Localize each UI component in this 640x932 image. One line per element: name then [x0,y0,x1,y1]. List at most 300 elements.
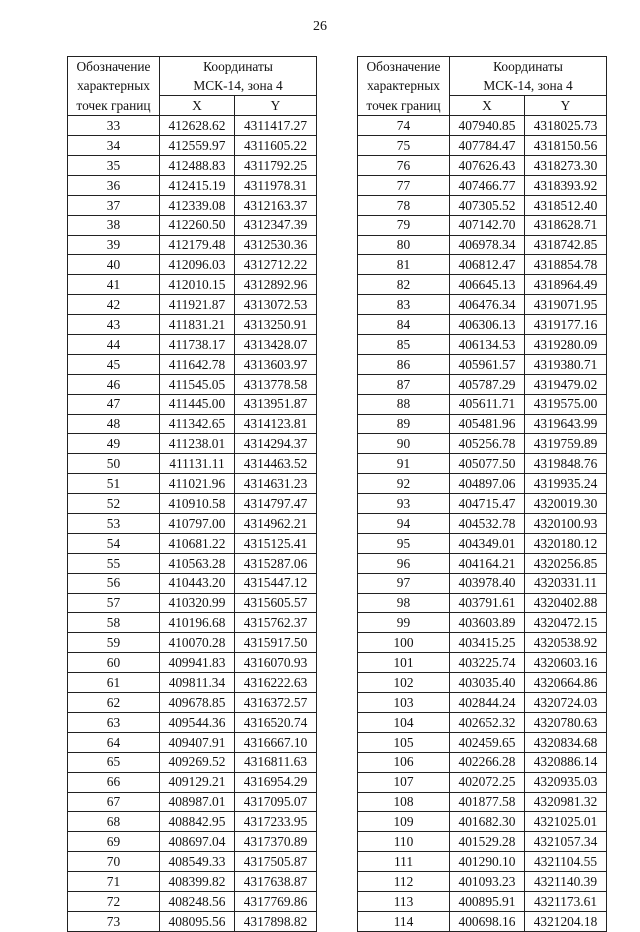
table-row [358,693,607,713]
table-row [358,832,607,852]
table-row [68,812,317,832]
y-coordinate-cell: 4314294.37 [235,434,317,454]
point-id-cell: 66 [68,772,160,792]
table-row [358,553,607,573]
x-coordinate-cell: 408987.01 [160,792,235,812]
table-row [68,891,317,911]
table-row [68,275,317,295]
table-row [68,374,317,394]
table-row [68,235,317,255]
x-coordinate-cell: 403978.40 [450,573,525,593]
table-row [68,474,317,494]
point-id-cell: 60 [68,653,160,673]
table-row [358,474,607,494]
point-id-cell: 112 [358,872,450,892]
x-coordinate-cell: 405961.57 [450,354,525,374]
y-coordinate-cell: 4316954.29 [235,772,317,792]
x-coordinate-cell: 409678.85 [160,693,235,713]
x-coordinate-cell: 407784.47 [450,136,525,156]
x-coordinate-cell: 410443.20 [160,573,235,593]
point-id-cell: 93 [358,494,450,514]
table-row [68,315,317,335]
table-row [358,454,607,474]
point-id-cell: 50 [68,454,160,474]
x-coordinate-cell: 409407.91 [160,732,235,752]
page-number: 26 [313,19,327,34]
x-coordinate-cell: 404715.47 [450,494,525,514]
y-coordinate-cell: 4319575.00 [525,394,607,414]
point-id-cell: 103 [358,693,450,713]
table-row [68,693,317,713]
table-row [68,136,317,156]
point-id-cell: 39 [68,235,160,255]
point-id-cell: 49 [68,434,160,454]
coordinates-table-right [357,56,607,932]
coordinates-header [450,57,607,96]
x-coordinate-cell: 408248.56 [160,891,235,911]
x-coordinate-cell: 406306.13 [450,315,525,335]
point-id-cell: 59 [68,633,160,653]
point-id-cell: 62 [68,693,160,713]
x-coordinate-cell: 411831.21 [160,315,235,335]
x-coordinate-cell: 403791.61 [450,593,525,613]
table-row [68,752,317,772]
y-coordinate-cell: 4313603.97 [235,354,317,374]
point-id-cell: 42 [68,295,160,315]
x-coordinate-cell: 405481.96 [450,414,525,434]
x-coordinate-cell: 406645.13 [450,275,525,295]
x-coordinate-cell: 402459.65 [450,732,525,752]
table-row [68,653,317,673]
x-coordinate-cell: 411238.01 [160,434,235,454]
y-coordinate-cell: 4314962.21 [235,514,317,534]
point-id-header-line1: Обозначение [76,59,151,74]
y-coordinate-cell: 4320472.15 [525,613,607,633]
x-coordinate-cell: 405256.78 [450,434,525,454]
table-row [358,712,607,732]
table-row [358,573,607,593]
x-coordinate-cell: 407142.70 [450,215,525,235]
y-coordinate-cell: 4320402.88 [525,593,607,613]
point-id-header-line3: точек границ [76,97,151,113]
point-id-cell: 70 [68,852,160,872]
x-coordinate-cell: 406134.53 [450,335,525,355]
point-id-cell: 34 [68,136,160,156]
y-coordinate-cell: 4321173.61 [525,891,607,911]
table-row [358,593,607,613]
y-coordinate-cell: 4317898.82 [235,911,317,931]
y-coordinate-cell: 4317370.89 [235,832,317,852]
table-row [358,275,607,295]
point-id-cell: 98 [358,593,450,613]
point-id-cell: 67 [68,792,160,812]
point-id-cell: 33 [68,116,160,136]
point-id-cell: 108 [358,792,450,812]
y-coordinate-cell: 4321204.18 [525,911,607,931]
y-coordinate-cell: 4315605.57 [235,593,317,613]
table-row [68,156,317,176]
point-id-cell: 81 [358,255,450,275]
y-coordinate-cell: 4318025.73 [525,116,607,136]
x-coordinate-cell: 403603.89 [450,613,525,633]
x-coordinate-cell: 411921.87 [160,295,235,315]
point-id-cell: 56 [68,573,160,593]
y-coordinate-cell: 4320886.14 [525,752,607,772]
table-row [68,434,317,454]
x-coordinate-cell: 412339.08 [160,195,235,215]
table-row [68,712,317,732]
point-id-cell: 51 [68,474,160,494]
y-coordinate-cell: 4318512.40 [525,195,607,215]
table-row [358,315,607,335]
x-coordinate-cell: 404897.06 [450,474,525,494]
y-coordinate-cell: 4320538.92 [525,633,607,653]
table-row [68,792,317,812]
table-row [358,772,607,792]
point-id-cell: 72 [68,891,160,911]
y-coordinate-cell: 4320256.85 [525,553,607,573]
coordinates-header-line1: Координаты [203,59,273,74]
x-coordinate-cell: 412096.03 [160,255,235,275]
x-coordinate-cell: 403225.74 [450,653,525,673]
table-row [68,872,317,892]
x-coordinate-cell: 409544.36 [160,712,235,732]
point-id-cell: 58 [68,613,160,633]
table-row [68,394,317,414]
table-row [358,891,607,911]
x-column-header: X [450,96,525,116]
x-coordinate-cell: 403035.40 [450,673,525,693]
x-coordinate-cell: 409811.34 [160,673,235,693]
y-coordinate-cell: 4320019.30 [525,494,607,514]
x-coordinate-cell: 404532.78 [450,514,525,534]
point-id-cell: 43 [68,315,160,335]
point-id-cell: 74 [358,116,450,136]
x-coordinate-cell: 401877.58 [450,792,525,812]
table-row [358,533,607,553]
y-coordinate-cell: 4315287.06 [235,553,317,573]
point-id-cell: 63 [68,712,160,732]
point-id-cell: 46 [68,374,160,394]
point-id-cell: 77 [358,175,450,195]
y-coordinate-cell: 4320180.12 [525,533,607,553]
point-id-cell: 87 [358,374,450,394]
x-coordinate-cell: 405611.71 [450,394,525,414]
point-id-cell: 95 [358,533,450,553]
point-id-cell: 100 [358,633,450,653]
point-id-cell: 91 [358,454,450,474]
y-coordinate-cell: 4320100.93 [525,514,607,534]
x-coordinate-cell: 412010.15 [160,275,235,295]
table-row [68,911,317,931]
x-coordinate-cell: 411131.11 [160,454,235,474]
coordinates-table-left-body [68,116,317,932]
x-coordinate-cell: 407626.43 [450,156,525,176]
x-coordinate-cell: 412628.62 [160,116,235,136]
x-coordinate-cell: 407305.52 [450,195,525,215]
table-row [358,673,607,693]
table-row [68,573,317,593]
x-coordinate-cell: 411738.17 [160,335,235,355]
point-id-cell: 104 [358,712,450,732]
table-row [358,434,607,454]
x-coordinate-cell: 412559.97 [160,136,235,156]
x-coordinate-cell: 408549.33 [160,852,235,872]
point-id-cell: 111 [358,852,450,872]
point-id-cell: 71 [68,872,160,892]
y-coordinate-cell: 4319935.24 [525,474,607,494]
table-row [358,215,607,235]
y-coordinate-cell: 4318854.78 [525,255,607,275]
x-coordinate-cell: 401093.23 [450,872,525,892]
table-row [68,732,317,752]
point-id-cell: 76 [358,156,450,176]
x-coordinate-cell: 404349.01 [450,533,525,553]
table-row [358,852,607,872]
point-id-cell: 82 [358,275,450,295]
y-coordinate-cell: 4318273.30 [525,156,607,176]
x-coordinate-cell: 405787.29 [450,374,525,394]
point-id-cell: 109 [358,812,450,832]
table-row [68,593,317,613]
x-coordinate-cell: 411342.65 [160,414,235,434]
point-id-header-line2: характерных [367,78,440,94]
y-coordinate-cell: 4316222.63 [235,673,317,693]
point-id-cell: 97 [358,573,450,593]
x-coordinate-cell: 400895.91 [450,891,525,911]
y-column-header: Y [525,96,607,116]
y-coordinate-cell: 4319071.95 [525,295,607,315]
table-row [358,792,607,812]
y-coordinate-cell: 4312347.39 [235,215,317,235]
table-row [358,911,607,931]
x-coordinate-cell: 409269.52 [160,752,235,772]
table-row [68,295,317,315]
x-coordinate-cell: 401682.30 [450,812,525,832]
x-coordinate-cell: 408095.56 [160,911,235,931]
x-coordinate-cell: 406476.34 [450,295,525,315]
table-row [68,215,317,235]
point-id-cell: 69 [68,832,160,852]
point-id-cell: 44 [68,335,160,355]
x-coordinate-cell: 401529.28 [450,832,525,852]
point-id-cell: 78 [358,195,450,215]
y-coordinate-cell: 4319759.89 [525,434,607,454]
y-coordinate-cell: 4317095.07 [235,792,317,812]
y-coordinate-cell: 4319177.16 [525,315,607,335]
coordinates-table-right-body [358,116,607,932]
y-coordinate-cell: 4321104.55 [525,852,607,872]
y-coordinate-cell: 4315125.41 [235,533,317,553]
table-row [358,613,607,633]
point-id-header-line3: точек границ [366,97,441,113]
y-column-header: Y [235,96,317,116]
coordinates-header [160,57,317,96]
x-coordinate-cell: 403415.25 [450,633,525,653]
x-coordinate-cell: 405077.50 [450,454,525,474]
y-coordinate-cell: 4315762.37 [235,613,317,633]
table-row [68,533,317,553]
y-coordinate-cell: 4311792.25 [235,156,317,176]
y-coordinate-cell: 4316372.57 [235,693,317,713]
point-id-cell: 37 [68,195,160,215]
y-coordinate-cell: 4317233.95 [235,812,317,832]
table-row [358,295,607,315]
x-coordinate-cell: 406978.34 [450,235,525,255]
x-coordinate-cell: 412415.19 [160,175,235,195]
point-id-cell: 113 [358,891,450,911]
table-row [68,454,317,474]
y-coordinate-cell: 4314123.81 [235,414,317,434]
x-coordinate-cell: 407466.77 [450,175,525,195]
point-id-cell: 106 [358,752,450,772]
y-coordinate-cell: 4311605.22 [235,136,317,156]
x-coordinate-cell: 404164.21 [450,553,525,573]
y-coordinate-cell: 4317769.86 [235,891,317,911]
y-coordinate-cell: 4312163.37 [235,195,317,215]
point-id-cell: 57 [68,593,160,613]
point-id-cell: 94 [358,514,450,534]
table-row [358,116,607,136]
x-coordinate-cell: 411021.96 [160,474,235,494]
x-coordinate-cell: 410797.00 [160,514,235,534]
point-id-cell: 114 [358,911,450,931]
point-id-cell: 83 [358,295,450,315]
point-id-cell: 85 [358,335,450,355]
table-row [358,195,607,215]
y-coordinate-cell: 4320603.16 [525,653,607,673]
table-row [68,414,317,434]
table-row [358,235,607,255]
y-coordinate-cell: 4315917.50 [235,633,317,653]
y-coordinate-cell: 4320834.68 [525,732,607,752]
point-id-cell: 41 [68,275,160,295]
table-row [358,136,607,156]
point-id-cell: 61 [68,673,160,693]
point-id-header [68,57,160,116]
y-coordinate-cell: 4312530.36 [235,235,317,255]
point-id-cell: 38 [68,215,160,235]
point-id-cell: 55 [68,553,160,573]
table-row [68,772,317,792]
point-id-cell: 53 [68,514,160,534]
y-coordinate-cell: 4318628.71 [525,215,607,235]
x-coordinate-cell: 412260.50 [160,215,235,235]
y-coordinate-cell: 4318964.49 [525,275,607,295]
coordinates-header-line2: МСК-14, зона 4 [483,78,573,93]
table-row [358,374,607,394]
y-coordinate-cell: 4320331.11 [525,573,607,593]
table-row [358,812,607,832]
y-coordinate-cell: 4316667.10 [235,732,317,752]
table-row [358,394,607,414]
y-coordinate-cell: 4318150.56 [525,136,607,156]
x-coordinate-cell: 400698.16 [450,911,525,931]
x-coordinate-cell: 401290.10 [450,852,525,872]
x-coordinate-cell: 402266.28 [450,752,525,772]
point-id-cell: 84 [358,315,450,335]
x-coordinate-cell: 402844.24 [450,693,525,713]
x-coordinate-cell: 408697.04 [160,832,235,852]
point-id-cell: 73 [68,911,160,931]
point-id-cell: 65 [68,752,160,772]
y-coordinate-cell: 4314463.52 [235,454,317,474]
table-row [68,673,317,693]
point-id-cell: 47 [68,394,160,414]
y-coordinate-cell: 4320935.03 [525,772,607,792]
table-row [68,335,317,355]
table-row [68,494,317,514]
point-id-cell: 75 [358,136,450,156]
y-coordinate-cell: 4311417.27 [235,116,317,136]
x-coordinate-cell: 408842.95 [160,812,235,832]
point-id-cell: 48 [68,414,160,434]
y-coordinate-cell: 4318742.85 [525,235,607,255]
x-coordinate-cell: 409941.83 [160,653,235,673]
table-row [68,514,317,534]
point-id-cell: 110 [358,832,450,852]
coordinates-header-line1: Координаты [493,59,563,74]
point-id-cell: 54 [68,533,160,553]
point-id-cell: 68 [68,812,160,832]
table-row [68,553,317,573]
x-coordinate-cell: 402652.32 [450,712,525,732]
point-id-cell: 79 [358,215,450,235]
point-id-cell: 96 [358,553,450,573]
x-coordinate-cell: 411642.78 [160,354,235,374]
table-row [68,832,317,852]
y-coordinate-cell: 4319380.71 [525,354,607,374]
point-id-cell: 105 [358,732,450,752]
table-row [358,175,607,195]
y-coordinate-cell: 4313072.53 [235,295,317,315]
table-row [68,354,317,374]
y-coordinate-cell: 4314631.23 [235,474,317,494]
y-coordinate-cell: 4314797.47 [235,494,317,514]
coordinates-table-left [67,56,317,932]
point-id-header [358,57,450,116]
x-coordinate-cell: 410910.58 [160,494,235,514]
point-id-cell: 88 [358,394,450,414]
x-coordinate-cell: 409129.21 [160,772,235,792]
table-row [68,175,317,195]
table-row [358,633,607,653]
x-coordinate-cell: 412488.83 [160,156,235,176]
y-coordinate-cell: 4321057.34 [525,832,607,852]
point-id-cell: 107 [358,772,450,792]
y-coordinate-cell: 4320780.63 [525,712,607,732]
point-id-cell: 86 [358,354,450,374]
y-coordinate-cell: 4313951.87 [235,394,317,414]
x-coordinate-cell: 411445.00 [160,394,235,414]
x-coordinate-cell: 410320.99 [160,593,235,613]
point-id-cell: 40 [68,255,160,275]
x-coordinate-cell: 408399.82 [160,872,235,892]
y-coordinate-cell: 4320664.86 [525,673,607,693]
table-row [358,752,607,772]
table-row [358,335,607,355]
y-coordinate-cell: 4321025.01 [525,812,607,832]
y-coordinate-cell: 4316811.63 [235,752,317,772]
point-id-header-line2: характерных [77,78,150,94]
table-row [358,514,607,534]
y-coordinate-cell: 4319479.02 [525,374,607,394]
table-row [358,354,607,374]
table-row [68,613,317,633]
point-id-cell: 90 [358,434,450,454]
table-row [68,255,317,275]
y-coordinate-cell: 4313250.91 [235,315,317,335]
